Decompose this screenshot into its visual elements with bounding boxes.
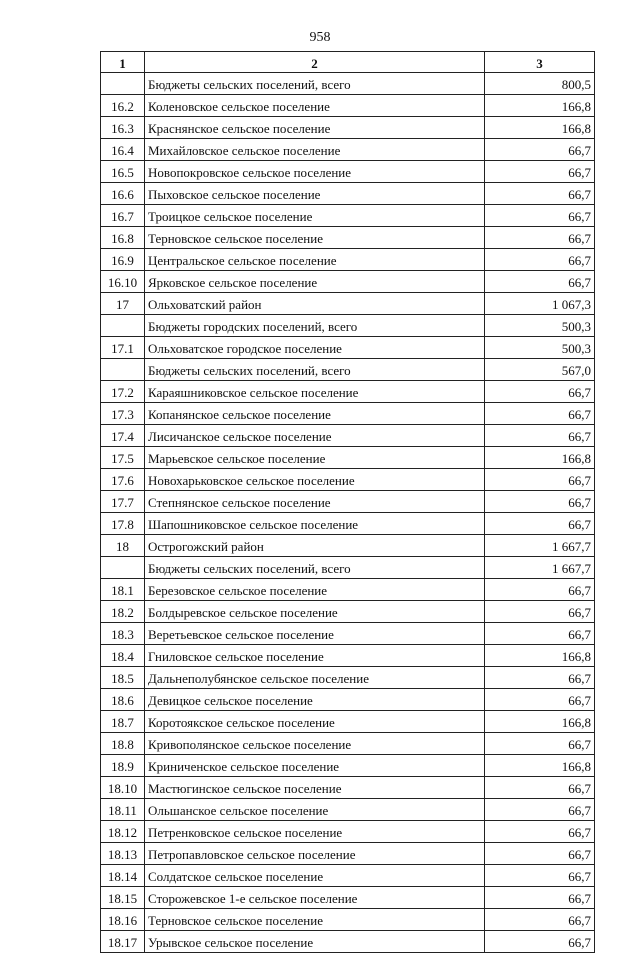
row-number-cell: 18.9 bbox=[101, 755, 145, 777]
row-name-cell: Ольховатский район bbox=[145, 293, 485, 315]
row-name-cell: Сторожевское 1-е сельское поселение bbox=[145, 887, 485, 909]
row-amount-cell: 66,7 bbox=[485, 205, 595, 227]
row-number-cell: 16.3 bbox=[101, 117, 145, 139]
table-row bbox=[101, 931, 595, 953]
table-row bbox=[101, 491, 595, 513]
row-amount-cell: 66,7 bbox=[485, 161, 595, 183]
table-row bbox=[101, 645, 595, 667]
row-number-cell: 18.8 bbox=[101, 733, 145, 755]
table-row bbox=[101, 843, 595, 865]
row-name-cell: Новохарьковское сельское поселение bbox=[145, 469, 485, 491]
table-row bbox=[101, 447, 595, 469]
row-name-cell: Пыховское сельское поселение bbox=[145, 183, 485, 205]
row-name-cell: Центральское сельское поселение bbox=[145, 249, 485, 271]
row-number-cell: 17.8 bbox=[101, 513, 145, 535]
table-row bbox=[101, 909, 595, 931]
row-amount-cell: 1 667,7 bbox=[485, 535, 595, 557]
row-amount-cell: 166,8 bbox=[485, 95, 595, 117]
row-number-cell: 16.7 bbox=[101, 205, 145, 227]
row-amount-cell: 66,7 bbox=[485, 513, 595, 535]
table-row bbox=[101, 623, 595, 645]
table-row bbox=[101, 403, 595, 425]
row-number-cell bbox=[101, 359, 145, 381]
row-amount-cell: 500,3 bbox=[485, 337, 595, 359]
row-amount-cell: 66,7 bbox=[485, 623, 595, 645]
table-row bbox=[101, 315, 595, 337]
row-number-cell: 17.4 bbox=[101, 425, 145, 447]
table-row bbox=[101, 227, 595, 249]
row-number-cell: 18.12 bbox=[101, 821, 145, 843]
row-number-cell: 17.1 bbox=[101, 337, 145, 359]
table-row bbox=[101, 689, 595, 711]
row-name-cell: Ярковское сельское поселение bbox=[145, 271, 485, 293]
table-row bbox=[101, 557, 595, 579]
table-row bbox=[101, 469, 595, 491]
row-name-cell: Дальнеполубянское сельское поселение bbox=[145, 667, 485, 689]
table-row bbox=[101, 381, 595, 403]
row-name-cell: Кривополянское сельское поселение bbox=[145, 733, 485, 755]
row-name-cell: Девицкое сельское поселение bbox=[145, 689, 485, 711]
row-amount-cell: 166,8 bbox=[485, 117, 595, 139]
table-row bbox=[101, 535, 595, 557]
row-name-cell: Бюджеты городских поселений, всего bbox=[145, 315, 485, 337]
table-row bbox=[101, 777, 595, 799]
table-row bbox=[101, 117, 595, 139]
row-amount-cell: 1 067,3 bbox=[485, 293, 595, 315]
row-name-cell: Болдыревское сельское поселение bbox=[145, 601, 485, 623]
table-body bbox=[101, 73, 595, 953]
row-number-cell: 18.11 bbox=[101, 799, 145, 821]
row-amount-cell: 1 667,7 bbox=[485, 557, 595, 579]
row-amount-cell: 66,7 bbox=[485, 227, 595, 249]
row-name-cell: Лисичанское сельское поселение bbox=[145, 425, 485, 447]
row-amount-cell: 66,7 bbox=[485, 909, 595, 931]
row-amount-cell: 66,7 bbox=[485, 865, 595, 887]
row-name-cell: Мастюгинское сельское поселение bbox=[145, 777, 485, 799]
row-name-cell: Гниловское сельское поселение bbox=[145, 645, 485, 667]
row-name-cell: Троицкое сельское поселение bbox=[145, 205, 485, 227]
row-name-cell: Копанянское сельское поселение bbox=[145, 403, 485, 425]
row-amount-cell: 66,7 bbox=[485, 425, 595, 447]
row-amount-cell: 66,7 bbox=[485, 601, 595, 623]
row-name-cell: Ольшанское сельское поселение bbox=[145, 799, 485, 821]
row-amount-cell: 166,8 bbox=[485, 711, 595, 733]
row-number-cell: 17.7 bbox=[101, 491, 145, 513]
row-amount-cell: 66,7 bbox=[485, 381, 595, 403]
table-row bbox=[101, 755, 595, 777]
table-row bbox=[101, 887, 595, 909]
table-row bbox=[101, 865, 595, 887]
row-number-cell: 18.7 bbox=[101, 711, 145, 733]
table-row bbox=[101, 337, 595, 359]
row-number-cell: 17.5 bbox=[101, 447, 145, 469]
column-header-name: 2 bbox=[145, 52, 485, 73]
row-name-cell: Петропавловское сельское поселение bbox=[145, 843, 485, 865]
row-name-cell: Шапошниковское сельское поселение bbox=[145, 513, 485, 535]
row-number-cell: 16.2 bbox=[101, 95, 145, 117]
row-name-cell: Бюджеты сельских поселений, всего bbox=[145, 557, 485, 579]
table-row bbox=[101, 205, 595, 227]
row-number-cell: 18.5 bbox=[101, 667, 145, 689]
table-row bbox=[101, 601, 595, 623]
table-row bbox=[101, 293, 595, 315]
row-amount-cell: 66,7 bbox=[485, 491, 595, 513]
row-number-cell: 18.10 bbox=[101, 777, 145, 799]
row-name-cell: Петренковское сельское поселение bbox=[145, 821, 485, 843]
budget-table bbox=[100, 51, 595, 953]
row-number-cell: 16.4 bbox=[101, 139, 145, 161]
row-name-cell: Марьевское сельское поселение bbox=[145, 447, 485, 469]
row-name-cell: Терновское сельское поселение bbox=[145, 227, 485, 249]
row-amount-cell: 66,7 bbox=[485, 931, 595, 953]
row-name-cell: Бюджеты сельских поселений, всего bbox=[145, 73, 485, 95]
row-number-cell: 17.2 bbox=[101, 381, 145, 403]
row-amount-cell: 66,7 bbox=[485, 733, 595, 755]
row-name-cell: Степнянское сельское поселение bbox=[145, 491, 485, 513]
table-row bbox=[101, 249, 595, 271]
row-amount-cell: 66,7 bbox=[485, 887, 595, 909]
row-number-cell: 18.3 bbox=[101, 623, 145, 645]
row-number-cell: 17 bbox=[101, 293, 145, 315]
row-amount-cell: 567,0 bbox=[485, 359, 595, 381]
table-row bbox=[101, 513, 595, 535]
table-row bbox=[101, 95, 595, 117]
table-row bbox=[101, 667, 595, 689]
row-name-cell: Терновское сельское поселение bbox=[145, 909, 485, 931]
table-row bbox=[101, 73, 595, 95]
table-row bbox=[101, 799, 595, 821]
row-amount-cell: 66,7 bbox=[485, 403, 595, 425]
table-row bbox=[101, 733, 595, 755]
row-amount-cell: 500,3 bbox=[485, 315, 595, 337]
row-number-cell: 16.8 bbox=[101, 227, 145, 249]
row-amount-cell: 66,7 bbox=[485, 249, 595, 271]
row-number-cell: 18.15 bbox=[101, 887, 145, 909]
row-amount-cell: 66,7 bbox=[485, 843, 595, 865]
row-amount-cell: 66,7 bbox=[485, 777, 595, 799]
row-amount-cell: 66,7 bbox=[485, 183, 595, 205]
row-number-cell: 18.6 bbox=[101, 689, 145, 711]
row-number-cell bbox=[101, 73, 145, 95]
row-amount-cell: 800,5 bbox=[485, 73, 595, 95]
row-name-cell: Солдатское сельское поселение bbox=[145, 865, 485, 887]
table-row bbox=[101, 821, 595, 843]
row-number-cell bbox=[101, 557, 145, 579]
table-row bbox=[101, 161, 595, 183]
column-header-number: 1 bbox=[101, 52, 145, 73]
row-number-cell: 17.6 bbox=[101, 469, 145, 491]
table-row bbox=[101, 425, 595, 447]
row-name-cell: Коротоякское сельское поселение bbox=[145, 711, 485, 733]
row-number-cell: 16.10 bbox=[101, 271, 145, 293]
row-name-cell: Краснянское сельское поселение bbox=[145, 117, 485, 139]
row-name-cell: Острогожский район bbox=[145, 535, 485, 557]
row-amount-cell: 166,8 bbox=[485, 755, 595, 777]
row-number-cell: 18 bbox=[101, 535, 145, 557]
row-number-cell: 16.9 bbox=[101, 249, 145, 271]
row-name-cell: Новопокровское сельское поселение bbox=[145, 161, 485, 183]
table-header-row bbox=[101, 52, 595, 73]
row-amount-cell: 66,7 bbox=[485, 821, 595, 843]
table-row bbox=[101, 359, 595, 381]
column-header-amount: 3 bbox=[485, 52, 595, 73]
row-number-cell: 18.2 bbox=[101, 601, 145, 623]
row-name-cell: Ольховатское городское поселение bbox=[145, 337, 485, 359]
table-row bbox=[101, 711, 595, 733]
page-number: 958 bbox=[309, 30, 331, 45]
row-name-cell: Михайловское сельское поселение bbox=[145, 139, 485, 161]
row-name-cell: Бюджеты сельских поселений, всего bbox=[145, 359, 485, 381]
table-row bbox=[101, 271, 595, 293]
row-amount-cell: 166,8 bbox=[485, 447, 595, 469]
row-number-cell: 18.17 bbox=[101, 931, 145, 953]
row-number-cell: 18.1 bbox=[101, 579, 145, 601]
row-name-cell: Криниченское сельское поселение bbox=[145, 755, 485, 777]
row-name-cell: Березовское сельское поселение bbox=[145, 579, 485, 601]
row-number-cell: 16.5 bbox=[101, 161, 145, 183]
row-amount-cell: 66,7 bbox=[485, 139, 595, 161]
row-number-cell: 18.14 bbox=[101, 865, 145, 887]
row-number-cell: 18.13 bbox=[101, 843, 145, 865]
row-amount-cell: 66,7 bbox=[485, 799, 595, 821]
row-amount-cell: 66,7 bbox=[485, 579, 595, 601]
row-amount-cell: 66,7 bbox=[485, 689, 595, 711]
row-number-cell: 17.3 bbox=[101, 403, 145, 425]
row-amount-cell: 66,7 bbox=[485, 271, 595, 293]
row-amount-cell: 166,8 bbox=[485, 645, 595, 667]
row-number-cell: 16.6 bbox=[101, 183, 145, 205]
table-row bbox=[101, 579, 595, 601]
row-amount-cell: 66,7 bbox=[485, 667, 595, 689]
row-number-cell: 18.16 bbox=[101, 909, 145, 931]
table-row bbox=[101, 183, 595, 205]
row-name-cell: Урывское сельское поселение bbox=[145, 931, 485, 953]
table-row bbox=[101, 139, 595, 161]
row-name-cell: Коленовское сельское поселение bbox=[145, 95, 485, 117]
row-name-cell: Веретьевское сельское поселение bbox=[145, 623, 485, 645]
row-amount-cell: 66,7 bbox=[485, 469, 595, 491]
row-number-cell: 18.4 bbox=[101, 645, 145, 667]
row-name-cell: Караяшниковское сельское поселение bbox=[145, 381, 485, 403]
row-number-cell bbox=[101, 315, 145, 337]
